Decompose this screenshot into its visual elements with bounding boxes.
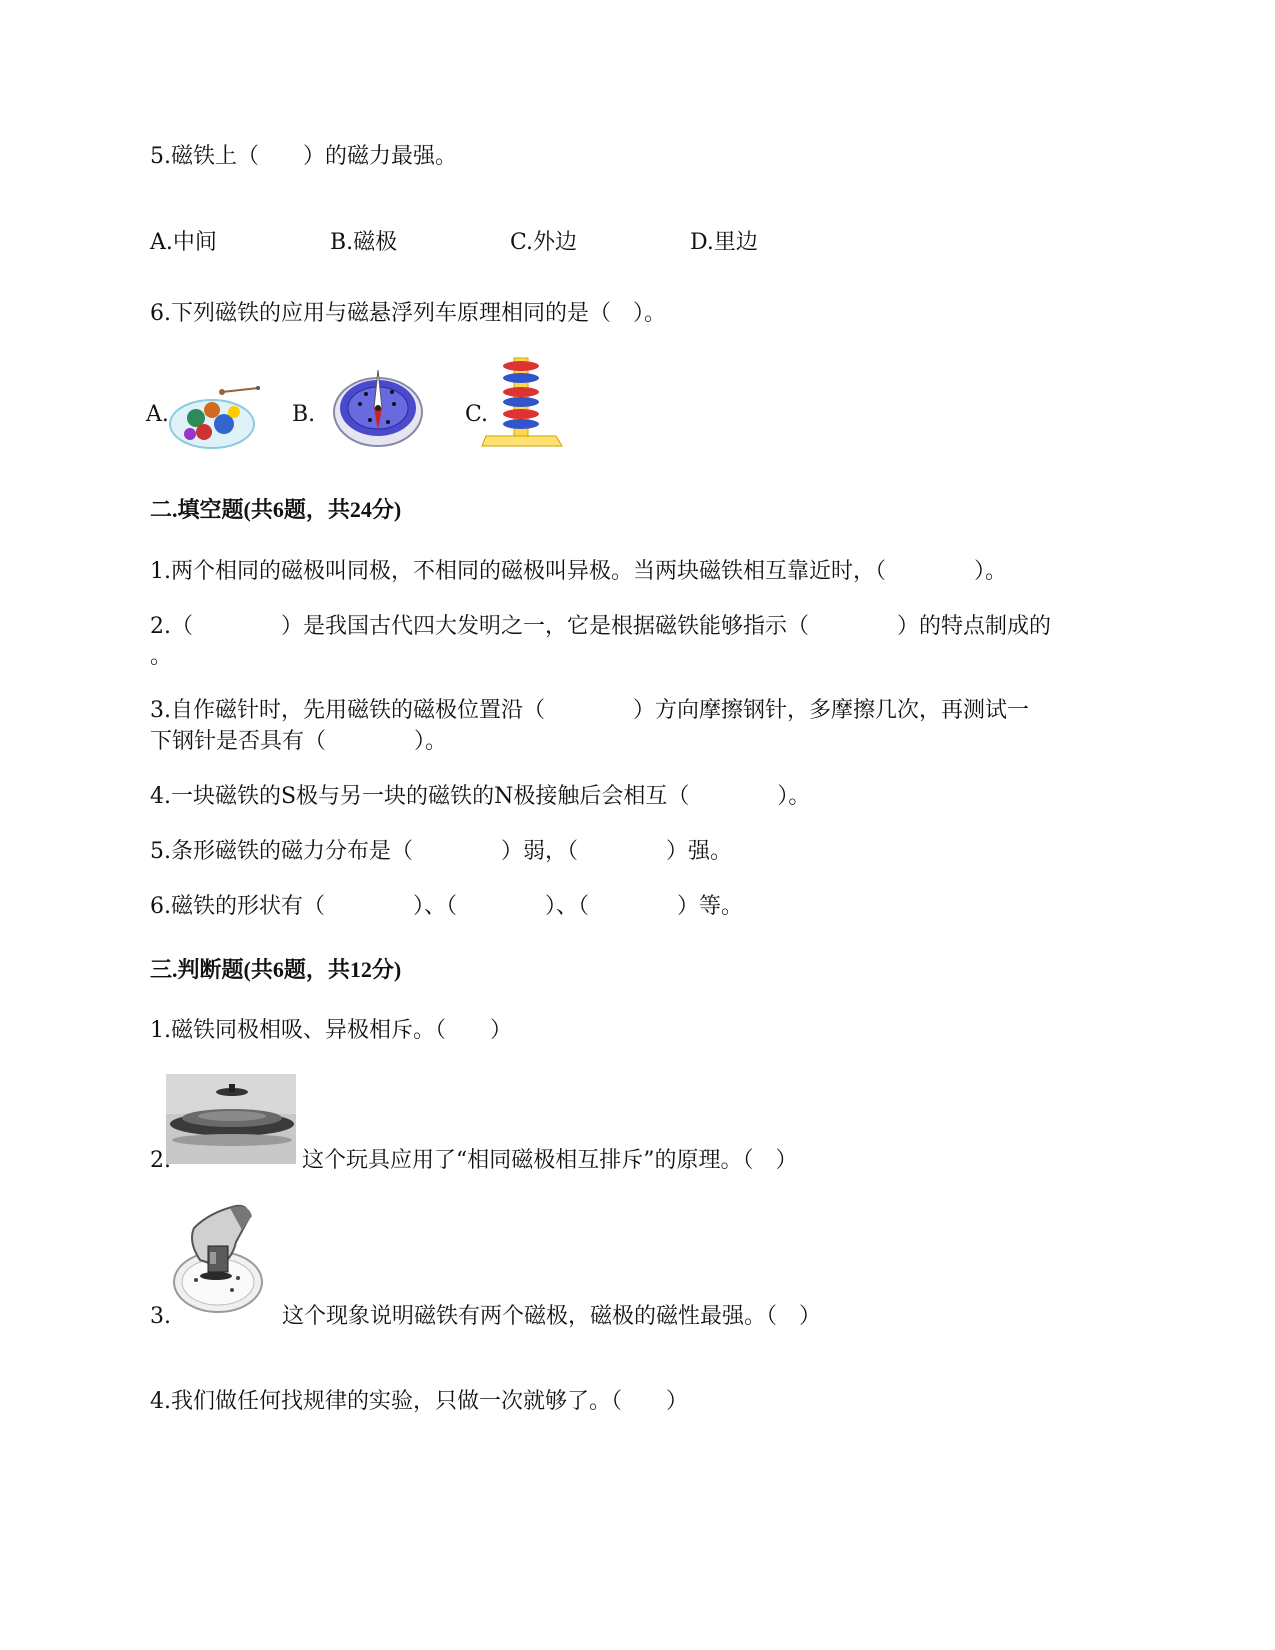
judge-question-3-number: 3. — [150, 1304, 171, 1329]
judge-question-2: 这个玩具应用了“相同磁极相互排斥”的原理。（ ） — [302, 1148, 798, 1173]
fill-question-3-cont: 下钢针是否具有（ ）。 — [150, 729, 448, 754]
judge-question-3: 这个现象说明磁铁有两个磁极，磁极的磁性最强。（ ） — [282, 1304, 822, 1329]
fill-question-4: 4.一块磁铁的S极与另一块的磁铁的N极接触后会相互（ ）。 — [150, 784, 811, 809]
section-heading-fill-in: 二.填空题(共6题，共24分) — [150, 497, 402, 522]
compass-image — [330, 360, 426, 450]
option-b: B.磁极 — [330, 230, 398, 255]
hand-magnet-dish-image — [170, 1202, 266, 1316]
section-heading-true-false: 三.判断题(共6题，共12分) — [150, 957, 402, 982]
option-b-label: B. — [292, 402, 316, 427]
magnetic-toy-image — [166, 372, 266, 454]
option-a: A.中间 — [150, 230, 217, 255]
judge-question-1: 1.磁铁同极相吸、异极相斥。（ ） — [150, 1018, 512, 1043]
fill-question-2: 2.（ ）是我国古代四大发明之一，它是根据磁铁能够指示（ ）的特点制成的 — [150, 614, 1051, 639]
ring-magnet-stack-image — [480, 352, 564, 452]
fill-question-1: 1.两个相同的磁极叫同极，不相同的磁极叫异极。当两块磁铁相互靠近时，（ ）。 — [150, 559, 1007, 584]
judge-question-2-number: 2. — [150, 1148, 171, 1173]
option-d: D.里边 — [690, 230, 758, 255]
fill-question-6: 6.磁铁的形状有（ ）、（ ）、（ ）等。 — [150, 894, 743, 919]
judge-question-4: 4.我们做任何找规律的实验，只做一次就够了。（ ） — [150, 1389, 688, 1414]
question-6: 6.下列磁铁的应用与磁悬浮列车原理相同的是（ ）。 — [150, 301, 666, 326]
option-c-label: C. — [465, 402, 489, 427]
option-a-label: A. — [146, 402, 169, 427]
question-5: 5.磁铁上（ ）的磁力最强。 — [150, 144, 457, 169]
fill-question-2-cont: 。 — [150, 644, 173, 669]
fill-question-3: 3.自作磁针时，先用磁铁的磁极位置沿（ ）方向摩擦钢针，多摩擦几次，再测试一 — [150, 698, 1029, 723]
option-c: C.外边 — [510, 230, 578, 255]
fill-question-5: 5.条形磁铁的磁力分布是（ ）弱，（ ）强。 — [150, 839, 732, 864]
levitating-top-image — [166, 1074, 296, 1164]
